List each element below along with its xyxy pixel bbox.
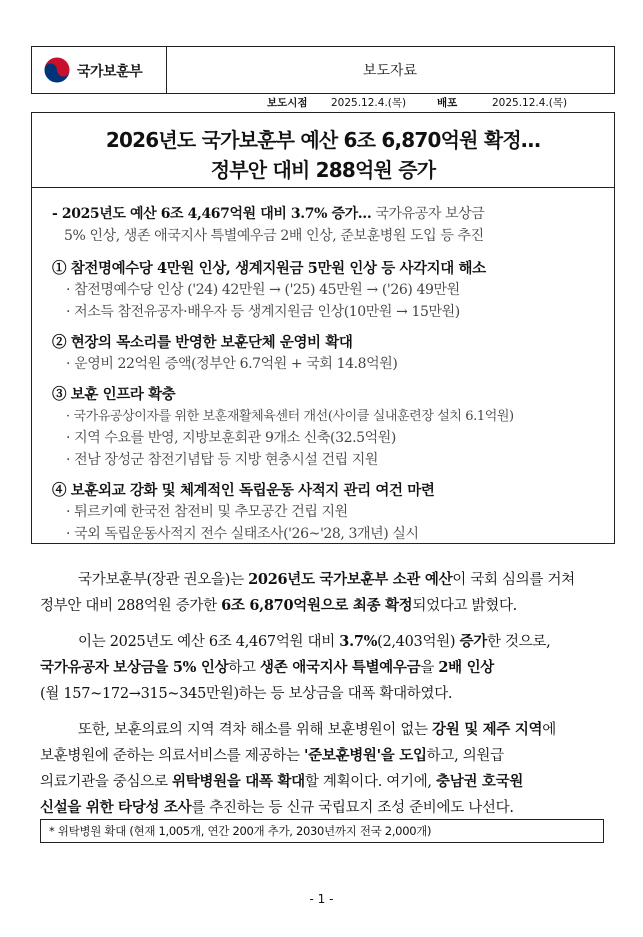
page-number: - 1 -	[309, 892, 334, 906]
section-heading: ② 현장의 목소리를 반영한 보훈단체 운영비 확대	[52, 334, 353, 351]
header-box	[31, 46, 615, 94]
release-label: 보도시점	[267, 97, 308, 109]
agency-name: 국가보훈부	[77, 64, 143, 80]
paragraph-1-line-2: 정부안 대비 288억원 증가한 6조 6,870억원으로 최종 확정되었다고 밝혔다.	[40, 597, 517, 614]
distribute-label: 배포	[437, 97, 458, 109]
lead-line-2: 5% 인상, 생존 애국지사 특별예우금 2배 인상, 준보훈병원 도입 등 추진	[64, 228, 484, 244]
section-heading: ① 참전명예수당 4만원 인상, 생계지원금 5만원 인상 등 사각지대 해소	[52, 260, 486, 277]
section-item: · 국가유공상이자를 위한 보훈재활체육센터 개선(사이클 실내훈련장 설치 6.1억원)	[66, 409, 514, 424]
lead-line-1: - 2025년도 예산 6조 4,467억원 대비 3.7% 증가… 국가유공자 보상금	[52, 206, 485, 222]
paragraph-3-line-2: 보훈병원에 준하는 의료서비스를 제공하는 '준보훈병원'을 도입하고, 의원급	[40, 747, 504, 764]
section-item: · 참전명예수당 인상 ('24) 42만원 → ('25) 45만원 → ('26) 49만원	[66, 282, 460, 298]
section-item: · 운영비 22억원 증액(정부안 6.7억원 + 국회 14.8억원)	[66, 356, 398, 372]
paragraph-2-line-2: 국가유공자 보상금을 5% 인상하고 생존 애국지사 특별예우금을 2배 인상	[40, 659, 495, 676]
section-item: · 지역 수요를 반영, 지방보훈회관 9개소 신축(32.5억원)	[66, 430, 396, 446]
doc-type: 보도자료	[362, 63, 418, 79]
section-heading: ③ 보훈 인프라 확충	[52, 386, 176, 403]
release-date: 2025.12.4.(목)	[331, 97, 407, 109]
footnote: * 위탁병원 확대 (현재 1,005개, 연간 200개 추가, 2030년까지 전국 2,000개)	[49, 824, 432, 838]
section-item: · 저소득 참전유공자·배우자 등 생계지원금 인상(10만원 → 15만원)	[66, 304, 460, 320]
paragraph-1-line-1: 국가보훈부(장관 권오을)는 2026년도 국가보훈부 소관 예산이 국회 심의를 거쳐	[78, 571, 575, 588]
paragraph-3-line-4: 신설을 위한 타당성 조사를 추진하는 등 신규 국립묘지 조성 준비에도 나선다.	[40, 799, 514, 816]
release-dates	[31, 92, 613, 109]
section-item: · 튀르키예 한국전 참전비 및 추모공간 건립 지원	[66, 504, 348, 520]
distribute-date: 2025.12.4.(목)	[492, 97, 568, 109]
page-title: 2026년도 국가보훈부 예산 6조 6,870억원 확정…	[105, 128, 541, 152]
section-heading: ④ 보훈외교 강화 및 체계적인 독립운동 사적지 관리 여건 마련	[52, 482, 435, 499]
summary-box	[31, 112, 615, 544]
footnote-box	[40, 819, 604, 843]
page-subtitle: 정부안 대비 288억원 증가	[210, 158, 436, 182]
paragraph-3-line-3: 의료기관을 중심으로 위탁병원을 대폭 확대할 계획이다. 여기에, 충남권 호국원	[40, 773, 524, 790]
section-item: · 전남 장성군 참전기념탑 등 지방 현충시설 건립 지원	[66, 452, 379, 468]
section-item: · 국외 독립운동사적지 전수 실태조사('26~'28, 3개년) 실시	[66, 526, 419, 542]
paragraph-2-line-1: 이는 2025년도 예산 6조 4,467억원 대비 3.7%(2,403억원) 증가한 것으로,	[78, 633, 551, 650]
paragraph-3-line-1: 또한, 보훈의료의 지역 격차 해소를 위해 보훈병원이 없는 강원 및 제주 지역에	[78, 721, 556, 738]
title-area	[32, 113, 614, 188]
paragraph-2-line-3: (월 157~172→315~345만원)하는 등 보상금을 대폭 확대하였다.	[40, 686, 453, 702]
